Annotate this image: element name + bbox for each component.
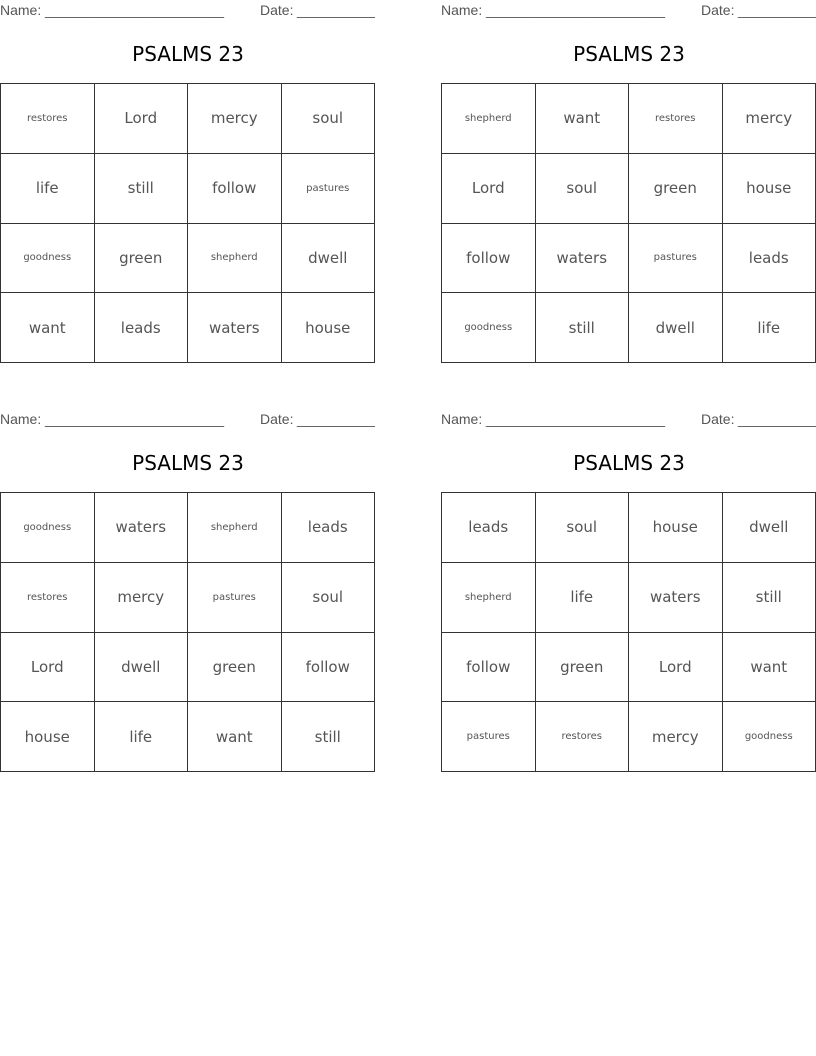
- bingo-card-1: [0, 0, 376, 364]
- name-field[interactable]: _______________________: [45, 2, 225, 18]
- date-field[interactable]: __________: [738, 2, 816, 18]
- bingo-cell[interactable]: follow: [188, 154, 282, 224]
- date-field[interactable]: __________: [297, 2, 375, 18]
- bingo-cell[interactable]: restores: [1, 563, 95, 633]
- bingo-cell[interactable]: Lord: [1, 633, 95, 703]
- bingo-cell[interactable]: mercy: [188, 84, 282, 154]
- bingo-cell[interactable]: still: [536, 293, 630, 363]
- bingo-cell[interactable]: Lord: [442, 154, 536, 224]
- bingo-cell[interactable]: life: [723, 293, 816, 363]
- bingo-cell[interactable]: life: [1, 154, 95, 224]
- bingo-cell[interactable]: house: [629, 493, 723, 563]
- bingo-cell[interactable]: waters: [629, 563, 723, 633]
- bingo-cell[interactable]: dwell: [629, 293, 723, 363]
- bingo-cell[interactable]: mercy: [723, 84, 816, 154]
- name-field[interactable]: _______________________: [486, 2, 666, 18]
- date-label: Date:: [701, 2, 735, 18]
- bingo-cell[interactable]: pastures: [188, 563, 282, 633]
- bingo-cell[interactable]: restores: [629, 84, 723, 154]
- bingo-cell[interactable]: shepherd: [188, 224, 282, 294]
- bingo-card-3: [0, 409, 376, 773]
- bingo-cell[interactable]: waters: [536, 224, 630, 294]
- bingo-cell[interactable]: goodness: [723, 702, 816, 772]
- bingo-cell[interactable]: house: [1, 702, 95, 772]
- bingo-cell[interactable]: pastures: [442, 702, 536, 772]
- bingo-cell[interactable]: house: [723, 154, 816, 224]
- bingo-grid: [441, 492, 816, 772]
- bingo-cell[interactable]: goodness: [442, 293, 536, 363]
- date-field[interactable]: __________: [738, 411, 816, 427]
- bingo-cell[interactable]: leads: [95, 293, 189, 363]
- bingo-cell[interactable]: leads: [442, 493, 536, 563]
- card-header: [441, 2, 816, 20]
- bingo-cell[interactable]: house: [282, 293, 376, 363]
- bingo-cell[interactable]: shepherd: [442, 563, 536, 633]
- bingo-card-4: [441, 409, 816, 773]
- card-title: PSALMS 23: [132, 451, 244, 475]
- bingo-cell[interactable]: dwell: [282, 224, 376, 294]
- bingo-cell[interactable]: green: [629, 154, 723, 224]
- bingo-cell[interactable]: want: [1, 293, 95, 363]
- bingo-cell[interactable]: want: [188, 702, 282, 772]
- bingo-cell[interactable]: Lord: [629, 633, 723, 703]
- bingo-cell[interactable]: soul: [536, 493, 630, 563]
- bingo-cell[interactable]: want: [723, 633, 816, 703]
- bingo-cell[interactable]: green: [536, 633, 630, 703]
- bingo-cell[interactable]: follow: [282, 633, 376, 703]
- bingo-cell[interactable]: life: [95, 702, 189, 772]
- bingo-cell[interactable]: goodness: [1, 493, 95, 563]
- card-title: PSALMS 23: [573, 451, 685, 475]
- bingo-cell[interactable]: shepherd: [442, 84, 536, 154]
- bingo-cell[interactable]: pastures: [629, 224, 723, 294]
- bingo-cell[interactable]: waters: [95, 493, 189, 563]
- bingo-cell[interactable]: green: [188, 633, 282, 703]
- name-label: Name:: [441, 411, 483, 427]
- bingo-cell[interactable]: restores: [1, 84, 95, 154]
- bingo-cell[interactable]: still: [723, 563, 816, 633]
- card-header: [441, 411, 816, 429]
- name-field[interactable]: _______________________: [45, 411, 225, 427]
- card-header: [0, 411, 376, 429]
- card-title: PSALMS 23: [132, 42, 244, 66]
- name-label: Name:: [0, 2, 42, 18]
- bingo-cell[interactable]: Lord: [95, 84, 189, 154]
- date-label: Date:: [260, 411, 294, 427]
- bingo-cell[interactable]: mercy: [629, 702, 723, 772]
- bingo-cell[interactable]: leads: [282, 493, 376, 563]
- name-label: Name:: [441, 2, 483, 18]
- bingo-cell[interactable]: follow: [442, 633, 536, 703]
- card-header: [0, 2, 376, 20]
- bingo-grid: [441, 83, 816, 363]
- bingo-cell[interactable]: waters: [188, 293, 282, 363]
- date-label: Date:: [260, 2, 294, 18]
- bingo-cell[interactable]: dwell: [95, 633, 189, 703]
- bingo-cell[interactable]: leads: [723, 224, 816, 294]
- bingo-cell[interactable]: life: [536, 563, 630, 633]
- bingo-cell[interactable]: still: [95, 154, 189, 224]
- bingo-cell[interactable]: soul: [536, 154, 630, 224]
- bingo-cell[interactable]: follow: [442, 224, 536, 294]
- bingo-card-2: [441, 0, 816, 364]
- bingo-cell[interactable]: shepherd: [188, 493, 282, 563]
- name-field[interactable]: _______________________: [486, 411, 666, 427]
- name-label: Name:: [0, 411, 42, 427]
- date-field[interactable]: __________: [297, 411, 375, 427]
- bingo-cell[interactable]: soul: [282, 84, 376, 154]
- bingo-cell[interactable]: pastures: [282, 154, 376, 224]
- card-title: PSALMS 23: [573, 42, 685, 66]
- bingo-cell[interactable]: restores: [536, 702, 630, 772]
- bingo-cell[interactable]: mercy: [95, 563, 189, 633]
- bingo-cell[interactable]: dwell: [723, 493, 816, 563]
- bingo-grid: [0, 83, 375, 363]
- bingo-cell[interactable]: soul: [282, 563, 376, 633]
- bingo-cell[interactable]: still: [282, 702, 376, 772]
- bingo-cell[interactable]: want: [536, 84, 630, 154]
- bingo-cell[interactable]: green: [95, 224, 189, 294]
- bingo-cell[interactable]: goodness: [1, 224, 95, 294]
- date-label: Date:: [701, 411, 735, 427]
- bingo-grid: [0, 492, 375, 772]
